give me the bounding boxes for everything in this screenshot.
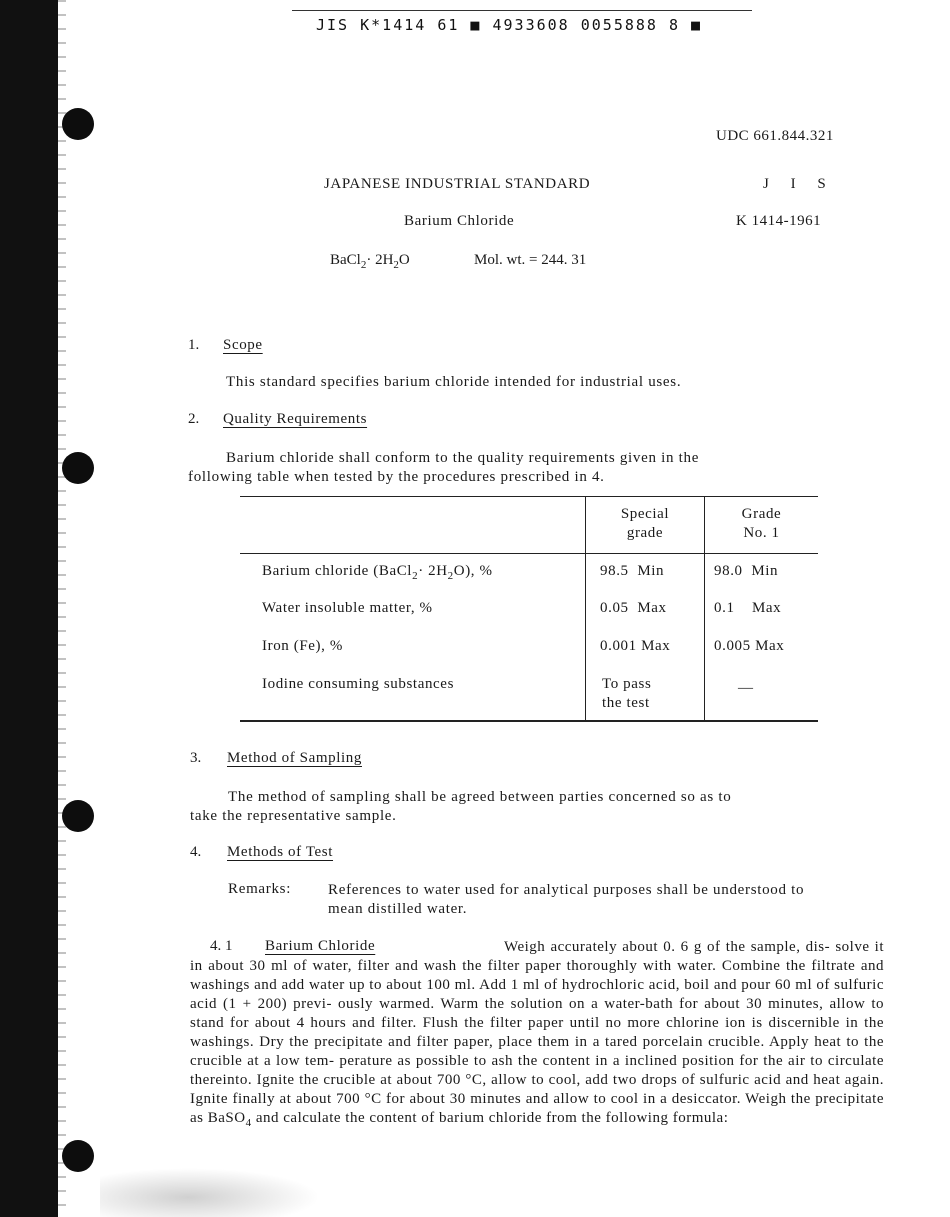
remarks-text: References to water used for analytical purposes shall be understood to mean distilled water. [328, 882, 805, 917]
table-header-special-grade: Special grade [620, 506, 670, 541]
table-cell-special: 98.5 Min [600, 563, 665, 579]
table-row-item: Water insoluble matter, % [262, 600, 433, 616]
scan-binding-speckle [58, 0, 66, 1217]
section-title-sampling: Method of Sampling [227, 750, 362, 766]
table-header-rule [240, 553, 818, 554]
table-cell-special: 0.05 Max [600, 600, 667, 616]
table-cell-grade1: 98.0 Min [714, 563, 779, 579]
section-number-quality: 2. [188, 411, 200, 427]
remarks-label: Remarks: [228, 881, 292, 897]
table-top-rule [240, 496, 818, 497]
punch-hole [62, 108, 94, 140]
table-cell-special: 0.001 Max [600, 638, 671, 654]
section-number-sampling: 3. [190, 750, 202, 766]
punch-hole [62, 800, 94, 832]
standard-number: K 1414-1961 [736, 213, 822, 229]
table-row-item: Iron (Fe), % [262, 638, 343, 654]
section-title-methods: Methods of Test [227, 844, 334, 860]
scope-text: This standard specifies barium chloride intended for industrial uses. [226, 374, 682, 390]
scan-binding-edge [0, 0, 58, 1217]
section-title-scope: Scope [223, 337, 263, 353]
sampling-text-line1: The method of sampling shall be agreed between parties concerned so as to [228, 789, 732, 805]
table-cell-grade1: 0.005 Max [714, 638, 785, 654]
quality-requirements-table [240, 496, 818, 722]
quality-text-line1: Barium chloride shall conform to the quality requirements given in the [226, 450, 700, 466]
punch-hole [62, 452, 94, 484]
table-row-item: Barium chloride (BaCl$_2$· $2H_2O$), % [262, 563, 493, 582]
scan-artifact [100, 1168, 320, 1217]
table-row-item: Iodine consuming substances [262, 676, 455, 692]
table-bottom-rule [240, 720, 818, 722]
sampling-text-line2: take the representative sample. [190, 808, 397, 824]
molecular-weight: Mol. wt. = 244. 31 [474, 252, 587, 268]
subsection-number: 4. 1 [210, 938, 233, 954]
table-cell-grade1: — [738, 680, 754, 696]
standard-name: JAPANESE INDUSTRIAL STANDARD [324, 176, 591, 192]
punch-hole [62, 1140, 94, 1172]
table-header-grade-1: Grade No. 1 [741, 506, 782, 541]
table-cell-grade1: 0.1 Max [714, 600, 782, 616]
udc-number: UDC 661.844.321 [716, 128, 834, 144]
product-name: Barium Chloride [404, 213, 515, 229]
header-rule [292, 10, 752, 11]
barium-chloride-procedure-text: Weigh accurately about 0. 6 g of the sample, dis- solve it in about 30 ml of water, filter and wash the filter paper thoroughly with water. Combine the filtrate and washings and add water up to about 100 ml. Add 1 ml of hydrochloric acid, boil and pour 60 ml of sulfuric acid (1 + 200) previ- ously warmed. Warm the solution on a water-bath for about 30 minutes, allow to stand for about 4 hours and filter. Flush the filter paper until no more chlorine ion is discernible in the washings. Dry the precipitate and filter paper, place them in a tared porcelain crucible. Apply heat to the crucible at a low tem- perature as possible to ash the content in a inclined position for the air to circulate thereinto. Ignite the crucible at about 700 °C, allow to cool, add two drops of sulfuric acid and heat again. Ignite finally at about 700 °C for about 30 minutes and allow to cool in a desiccator. Weigh the precipitate as BaSO$_4$ and calculate the content of barium chloride from the following formula: [190, 939, 885, 1129]
section-title-quality: Quality Requirements [223, 411, 368, 427]
section-number-scope: 1. [188, 337, 200, 353]
subsection-title: Barium Chloride [265, 938, 376, 954]
section-number-methods: 4. [190, 844, 202, 860]
document-code-header: JIS K*1414 61 ■ 4933608 0055888 8 ■ [316, 16, 703, 34]
chemical-formula: BaCl$_2$· $2H_2O$ [330, 252, 410, 271]
jis-label: J I S [763, 176, 835, 192]
table-cell-special: To pass the test [602, 676, 652, 711]
quality-text-line2: following table when tested by the procedures prescribed in 4. [188, 469, 605, 485]
